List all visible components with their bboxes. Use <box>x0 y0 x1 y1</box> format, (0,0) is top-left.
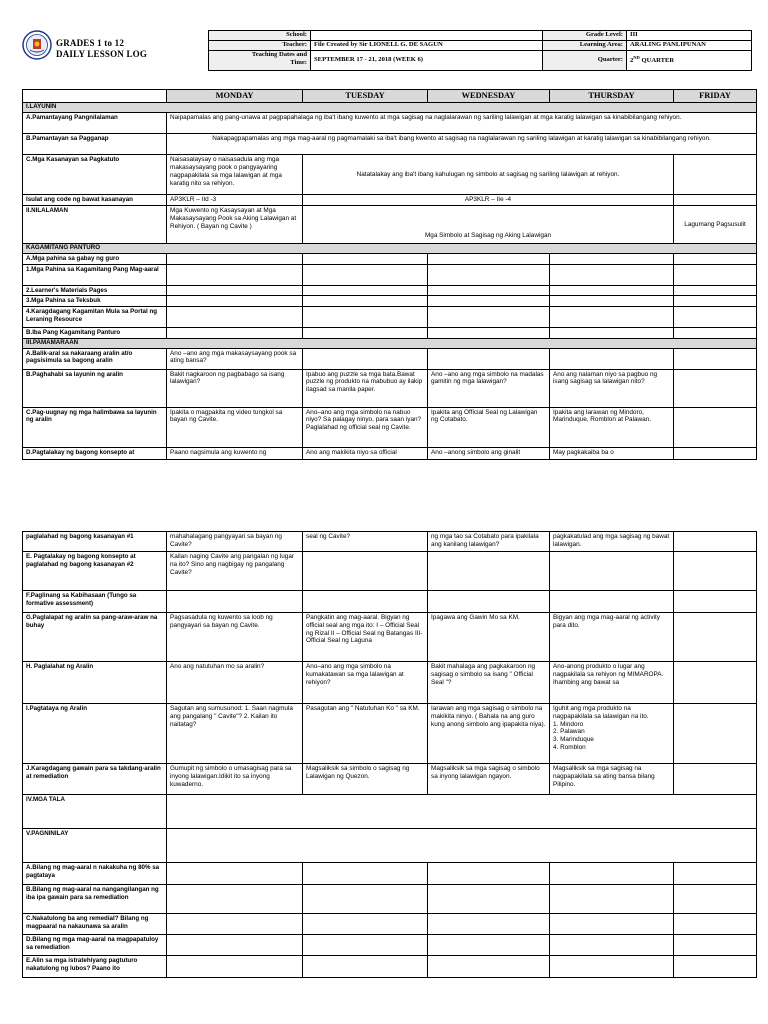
section-layunin: I.LAYUNIN <box>23 103 757 113</box>
row-label-balik-aral: A.Balik-aral sa nakaraang aralin at/o pagsisimula sa bagong aralin <box>23 348 167 369</box>
pagtalakay-1-tuesday: Ano ang makikita niyo sa official <box>303 447 428 459</box>
list-item: 1. Mindoro <box>553 720 584 728</box>
cell <box>428 552 550 591</box>
cell <box>550 285 674 296</box>
cell <box>550 956 674 978</box>
cell <box>674 532 757 552</box>
nilalaman-friday: Lagumang Pagsusulit <box>674 206 757 244</box>
list-item: 4. Romblon <box>553 744 586 752</box>
section-kagamitan: KAGAMITANG PANTURO <box>23 244 757 254</box>
cell <box>303 935 428 956</box>
cell <box>428 956 550 978</box>
cell <box>303 296 428 307</box>
cell <box>674 369 757 407</box>
paglalahat-wednesday: Bakit mahalaga ang pagkakaroon ng sagisag o simbolo sa isang " Official Seal "? <box>428 662 550 704</box>
karagdagan-thursday: Magsaliksik sa mga sagisag na nagpapakilala sa ating bansa bilang Pilipino. <box>550 764 674 795</box>
row-label-reflection-e: E.Alin sa mga istratehiyang pagtuturo nakatulong ng lubos? Paano ito <box>23 956 167 978</box>
pagganap-text: Nakapagpapamalas ang mga mag-aaral ng pagmamalaki sa iba't ibang kwento at sagisag na naglalarawan ng sariling lalawigan at karatig lalawigan sa kinabibilangang rehiyon. <box>167 134 757 155</box>
cell <box>550 348 674 369</box>
pag-uugnay-thursday: Ipakita ang larawan ng Mindoro, Marinduque, Romblon at Palawan. <box>550 407 674 447</box>
cell <box>674 407 757 447</box>
day-header-tuesday: TUESDAY <box>303 90 428 103</box>
cell <box>674 885 757 914</box>
cell <box>303 264 428 285</box>
cell <box>167 956 303 978</box>
row-label-pangnilalaman: A.Pamantayang Pangnilalaman <box>23 113 167 134</box>
pangnilalaman-text: Naipapamalas ang pang-unawa at pagpapahalaga ng iba't ibang kuwento at mga sagisag na naglalarawan ng sariling lalawigan at mga karatig lalawigan sa kinabibilangang rehiyon. <box>167 113 757 134</box>
paglalapat-thursday: Bigyan ang mga mag-aaral ng activity para dito. <box>550 613 674 662</box>
row-label-kagamitang-pang-mag-aaral: 1.Mga Pahina sa Kagamitang Pang Mag-aaral <box>23 264 167 285</box>
karagdagan-monday: Gumupit ng simbolo o umasagisag para sa inyong lalawigan.Idikit ito sa inyong kuwaderno. <box>167 764 303 795</box>
mga-tala-cell <box>167 795 757 829</box>
cell <box>303 552 428 591</box>
day-header-friday: FRIDAY <box>674 90 757 103</box>
row-label-paglinang: F.Paglinang sa Kabihasaan (Tungo sa formative assessment) <box>23 591 167 613</box>
row-label-karagdagan: J.Karagdagang gawain para sa takdang-aralin at remediation <box>23 764 167 795</box>
cell <box>674 447 757 459</box>
row-label-reflection-d: D.Bilang ng mga mag-aaral na magpapatuloy sa remediation <box>23 935 167 956</box>
cell <box>167 327 303 338</box>
paglalahat-tuesday: Ano–ano ang mga simbolo na kumakatawan sa mga lalawigan at rehiyon? <box>303 662 428 704</box>
school-label: School: <box>209 31 311 41</box>
row-label-reflection-b: B.Bilang ng mag-aaral na nangangilangan ng iba ipa gawain para sa remediation <box>23 885 167 914</box>
row-label-iba-pang-kagamitan: B.Iba Pang Kagamitang Panturo <box>23 327 167 338</box>
cell <box>167 885 303 914</box>
teaching-dates-label-line-2: Time: <box>290 59 307 67</box>
nilalaman-monday: Mga Kuwento ng Kasaysayan at Mga Makasaysayang Pook sa Aking Lalawigan at Rehiyon. ( Bayan ng Cavite ) <box>167 206 303 244</box>
cell <box>674 662 757 704</box>
cell <box>303 591 428 613</box>
grade-level-field: III <box>627 31 752 41</box>
cell <box>674 285 757 296</box>
paghahabi-monday: Bakit nagkaroon ng pagbabago sa isang lalawigan? <box>167 369 303 407</box>
quarter-suffix: ND <box>633 55 640 61</box>
row-label-gabay-guro: A.Mga pahina sa gabay ng guro <box>23 254 167 265</box>
learning-area-label: Learning Area: <box>543 41 627 51</box>
corner-cell <box>23 90 167 103</box>
cell <box>167 306 303 327</box>
cell <box>674 935 757 956</box>
row-label-paglalapat: G.Paglalapat ng aralin sa pang-araw-araw na buhay <box>23 613 167 662</box>
pagtalakay-1-wednesday-cont: ng mga tao sa Cotabato para ipakilala ang kanilang lalawigan? <box>428 532 550 552</box>
cell <box>303 254 428 265</box>
cell <box>674 264 757 285</box>
pagtalakay-1-tuesday-cont: seal ng Cavite? <box>303 532 428 552</box>
cell <box>674 348 757 369</box>
learning-area-field: ARALING PANLIPUNAN <box>627 41 752 51</box>
cell <box>550 306 674 327</box>
log-title <box>56 38 206 60</box>
cell <box>303 863 428 885</box>
cell <box>674 863 757 885</box>
day-header-wednesday: WEDNESDAY <box>428 90 550 103</box>
row-label-pagtalakay-2: E. Pagtalakay ng bagong konsepto at paglalahad ng bagong kasanayan #2 <box>23 552 167 591</box>
pagtalakay-1-thursday-cont: pagkakatulad ang mga sagisag ng bawat lalawigan. <box>550 532 674 552</box>
cell <box>550 254 674 265</box>
code-tue-thu: AP3KLR – IIe -4 <box>303 195 674 206</box>
cell <box>303 885 428 914</box>
cell <box>167 285 303 296</box>
pagtalakay-1-thursday: May pagkakaiba ba o <box>550 447 674 459</box>
cell <box>167 264 303 285</box>
row-label-pagtalakay-1: D.Pagtalakay ng bagong konsepto at <box>23 447 167 459</box>
paglalapat-tuesday: Pangkatin ang mag-aaral. Bigyan ng official seal ang mga ito: I – Official Seal ng Rizal II – Official Seal ng Batangas III- Official Seal ng Laguna <box>303 613 428 662</box>
cell <box>303 914 428 935</box>
cell <box>550 327 674 338</box>
cell <box>550 914 674 935</box>
row-label-reflection-a: A.Bilang ng mag-aaral n nakakuha ng 80% sa pagtataya <box>23 863 167 885</box>
pagtataya-thursday <box>550 704 674 764</box>
pagtataya-thursday-text: Iguhit ang mga produkto na nagpapakilala sa lalawigan na ito. <box>553 705 649 720</box>
row-label-mga-tala: IV.MGA TALA <box>23 795 167 829</box>
cell <box>674 914 757 935</box>
cell <box>550 935 674 956</box>
code-friday <box>674 195 757 206</box>
cell <box>428 285 550 296</box>
cell <box>674 956 757 978</box>
quarter-number: 2 <box>630 57 634 65</box>
row-label-pagganap: B.Pamantayan sa Pagganap <box>23 134 167 155</box>
paghahabi-thursday: Ano ang nalaman niyo sa pagbuo ng isang sagisag sa lalawigan nito? <box>550 369 674 407</box>
cell <box>550 863 674 885</box>
row-label-pagtataya: I.Pagtataya ng Aralin <box>23 704 167 764</box>
cell <box>167 591 303 613</box>
nilalaman-tue-thu: Mga Simbolo at Sagisag ng Aking Lalawigan <box>303 206 674 244</box>
cell <box>674 296 757 307</box>
code-monday: AP3KLR – IId -3 <box>167 195 303 206</box>
cell <box>550 591 674 613</box>
quarter-word: QUARTER <box>639 57 675 65</box>
row-label-paghahabi: B.Paghahabi sa layunin ng aralin <box>23 369 167 407</box>
cell <box>428 348 550 369</box>
cell <box>303 348 428 369</box>
teaching-dates-field: SEPTEMBER 17 - 21, 2018 (WEEK 6) <box>311 51 543 71</box>
paglalahat-thursday: Ano-anong produkto o lugar ang nagpakilala sa rehiyon ng MIMAROPA. Ihambing ang bawat sa <box>550 662 674 704</box>
school-field <box>311 31 543 41</box>
list-item: 3. Marinduque <box>553 736 594 744</box>
cell <box>674 327 757 338</box>
balik-aral-monday: Ano –ano ang mga makasaysayang pook sa ating bansa? <box>167 348 303 369</box>
cell <box>428 885 550 914</box>
header-info-table <box>208 30 752 71</box>
section-pamamaraan: III.PAMAMARAAN <box>23 338 757 348</box>
kasanayan-friday <box>674 155 757 195</box>
row-label-kasanayan: C.Mga Kasanayan sa Pagkatuto <box>23 155 167 195</box>
cell <box>428 591 550 613</box>
deped-logo <box>22 30 52 60</box>
kasanayan-tue-thu: Natatalakay ang iba't ibang kahulugan ng simbolo at sagisag ng sariling lalawigan at rehiyon. <box>303 155 674 195</box>
cell <box>428 296 550 307</box>
teaching-dates-label <box>209 51 311 71</box>
cell <box>674 306 757 327</box>
row-label-learners-materials: 2.Learner's Materials Pages <box>23 285 167 296</box>
cell <box>550 552 674 591</box>
cell <box>674 613 757 662</box>
cell <box>428 914 550 935</box>
cell <box>550 296 674 307</box>
paghahabi-tuesday: Ipabuo ang puzzle sa mga bata.Bawat puzzle ng produkto na mabubuo ay ilakip itagsad sa manila paper. <box>303 369 428 407</box>
day-header-thursday: THURSDAY <box>550 90 674 103</box>
paglalapat-monday: Pagsasadula ng kuwento sa loob ng pangyayari sa bayan ng Cavite. <box>167 613 303 662</box>
cell <box>428 306 550 327</box>
row-label-teksbuk: 3.Mga Pahina sa Teksbuk <box>23 296 167 307</box>
cell <box>674 591 757 613</box>
kasanayan-monday: Naisasalaysay o naisasadula ang mga makasaysayang pook o pangyayaring nagpapakilala sa mga lalawigan at mga karatig nito sa rehiyon. <box>167 155 303 195</box>
grade-level-label: Grade Level: <box>543 31 627 41</box>
pag-uugnay-tuesday: Ano–ano ang mga simbolo na nabuo niyo? Sa palagay ninyo, para saan iyan? Paglalahad ng official seal ng Cavite. <box>303 407 428 447</box>
day-header-monday: MONDAY <box>167 90 303 103</box>
karagdagan-wednesday: Magsaliksik sa mga sagisag o simbolo sa inyong lalawigan ngayon. <box>428 764 550 795</box>
quarter-field <box>627 51 752 71</box>
row-label-paglalahat: H. Paglalahat ng Aralin <box>23 662 167 704</box>
cell <box>428 863 550 885</box>
cell <box>674 764 757 795</box>
cell <box>167 914 303 935</box>
cell <box>303 306 428 327</box>
pagtataya-tuesday: Pasagutan ang " Natutuhan Ko " sa KM. <box>303 704 428 764</box>
cell <box>428 264 550 285</box>
quarter-label: Quarter: <box>543 51 627 71</box>
teacher-label: Teacher: <box>209 41 311 51</box>
pagtalakay-1-monday-cont: mahahalagang pangyayari sa bayan ng Cavite? <box>167 532 303 552</box>
row-label-reflection-c: C.Nakatulong ba ang remedial? Bilang ng magpaaral na nakaunawa sa aralin <box>23 914 167 935</box>
cell <box>303 327 428 338</box>
title-line-2: DAILY LESSON LOG <box>56 48 148 59</box>
paglalapat-wednesday: Ipagawa ang Gawin Mo sa KM. <box>428 613 550 662</box>
cell <box>674 552 757 591</box>
row-label-pagninilay: V.PAGNINILAY <box>23 829 167 863</box>
cell <box>428 935 550 956</box>
cell <box>428 254 550 265</box>
row-label-pag-uugnay: C.Pag-uugnay ng mga halimbawa sa layunin ng aralin <box>23 407 167 447</box>
cell <box>674 704 757 764</box>
title-line-1: GRADES 1 to 12 <box>56 38 125 48</box>
row-label-portal: 4.Karagdagang Kagamitan Mula sa Portal ng Leraning Resource <box>23 306 167 327</box>
cell <box>167 935 303 956</box>
lesson-log-table-page-2 <box>22 531 757 978</box>
teacher-field: File Created by Sir LIONELL G. DE SAGUN <box>311 41 543 51</box>
cell <box>550 264 674 285</box>
cell <box>303 956 428 978</box>
teaching-dates-label-line-1: Teaching Dates and <box>251 51 307 58</box>
pagtalakay-2-monday: Kailan naging Cavite ang pangalan ng lugar na ito? Sino ang nagbigay ng pangalang Cavite? <box>167 552 303 591</box>
cell <box>167 863 303 885</box>
pagtataya-wednesday: Iarawan ang mga sagisag o simbolo na makikita ninyo. ( Bahala na ang guro kung anong simbolo ang ipapakita niya). <box>428 704 550 764</box>
pag-uugnay-wednesday: Ipakita ang Official Seal ng Lalawigan ng Cotabato. <box>428 407 550 447</box>
row-label-code: Isulat ang code ng bawat kasanayan <box>23 195 167 206</box>
paglalahat-monday: Ano ang natutuhan mo sa aralin? <box>167 662 303 704</box>
cell <box>167 254 303 265</box>
pagninilay-cell <box>167 829 757 863</box>
cell <box>674 254 757 265</box>
row-label-nilalaman: II.NILALAMAN <box>23 206 167 244</box>
list-item: 2. Palawan <box>553 728 585 736</box>
cell <box>303 285 428 296</box>
cell <box>428 327 550 338</box>
row-label-pagtalakay-1-cont: paglalahad ng bagong kasanayan #1 <box>23 532 167 552</box>
pag-uugnay-monday: Ipakita o magpakita ng video tungkol sa bayan ng Cavite. <box>167 407 303 447</box>
pagtalakay-1-wednesday: Ano –anong simbolo ang ginalit <box>428 447 550 459</box>
pagtalakay-1-monday: Paano nagsimula ang kuwento ng <box>167 447 303 459</box>
cell <box>167 296 303 307</box>
lesson-log-table-page-1 <box>22 89 757 460</box>
paghahabi-wednesday: Ano –ano ang mga simbolo na madalas gamitin ng mga lalawigan? <box>428 369 550 407</box>
karagdagan-tuesday: Magsaliksik sa simbolo o sagisag ng Lalawigan ng Quezon. <box>303 764 428 795</box>
pagtataya-monday: Sagutan ang sumusunod: 1. Saan nagmula ang pangalang " Cavite"? 2. Kailan ito naitatag? <box>167 704 303 764</box>
cell <box>550 885 674 914</box>
